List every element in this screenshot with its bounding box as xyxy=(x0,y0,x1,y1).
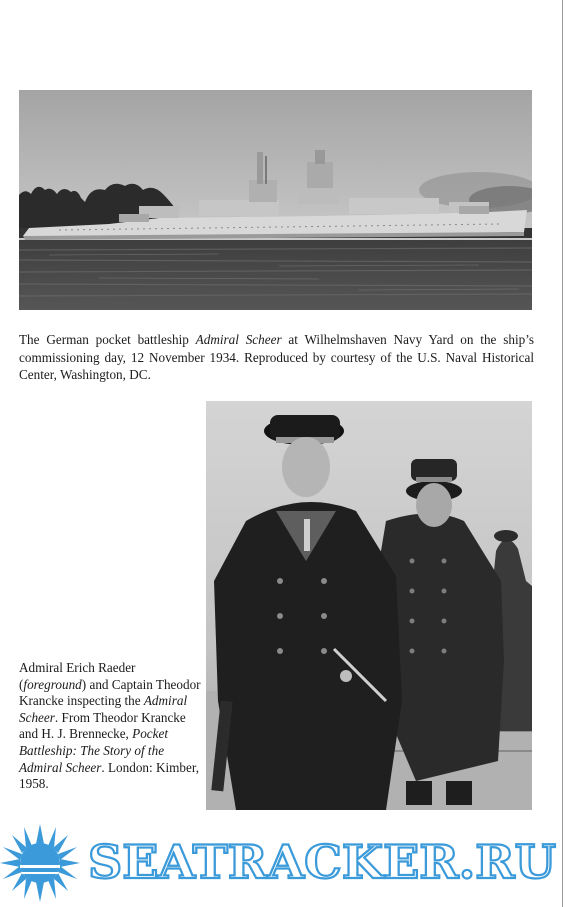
caption-text: The German pocket battleship xyxy=(19,332,196,347)
admirals-photo xyxy=(206,401,532,810)
watermark-text: SEATRACKER.RU xyxy=(88,835,556,889)
caption-text: . From Theodor Krancke and H. J. Brennecke, xyxy=(19,709,186,742)
ship-photo-caption xyxy=(19,331,534,384)
book-title: Pocket Battleship: The Story of the Admiral Scheer xyxy=(19,726,169,775)
sun-burst-icon xyxy=(0,824,80,902)
foreground-note: foreground xyxy=(23,676,82,692)
ship-name: Admiral Scheer xyxy=(195,332,282,347)
ship-name: Admiral Scheer xyxy=(19,693,188,725)
ship-photo xyxy=(19,90,532,310)
watermark xyxy=(0,822,565,907)
caption-text: Admiral Erich Raeder ( xyxy=(19,660,136,692)
page-edge xyxy=(562,0,563,907)
caption-text: . London: Kimber, 1958. xyxy=(19,759,200,792)
caption-text: at Wilhelmshaven Navy Yard on the ship’s commissioning day, 12 November 1934. Reproduced by courtesy of the U.S. Naval Historical Center, Washington, DC. xyxy=(19,332,534,382)
admirals-photo-caption xyxy=(19,660,201,793)
caption-text: ) and Captain Theodor Krancke inspecting the xyxy=(19,676,201,709)
